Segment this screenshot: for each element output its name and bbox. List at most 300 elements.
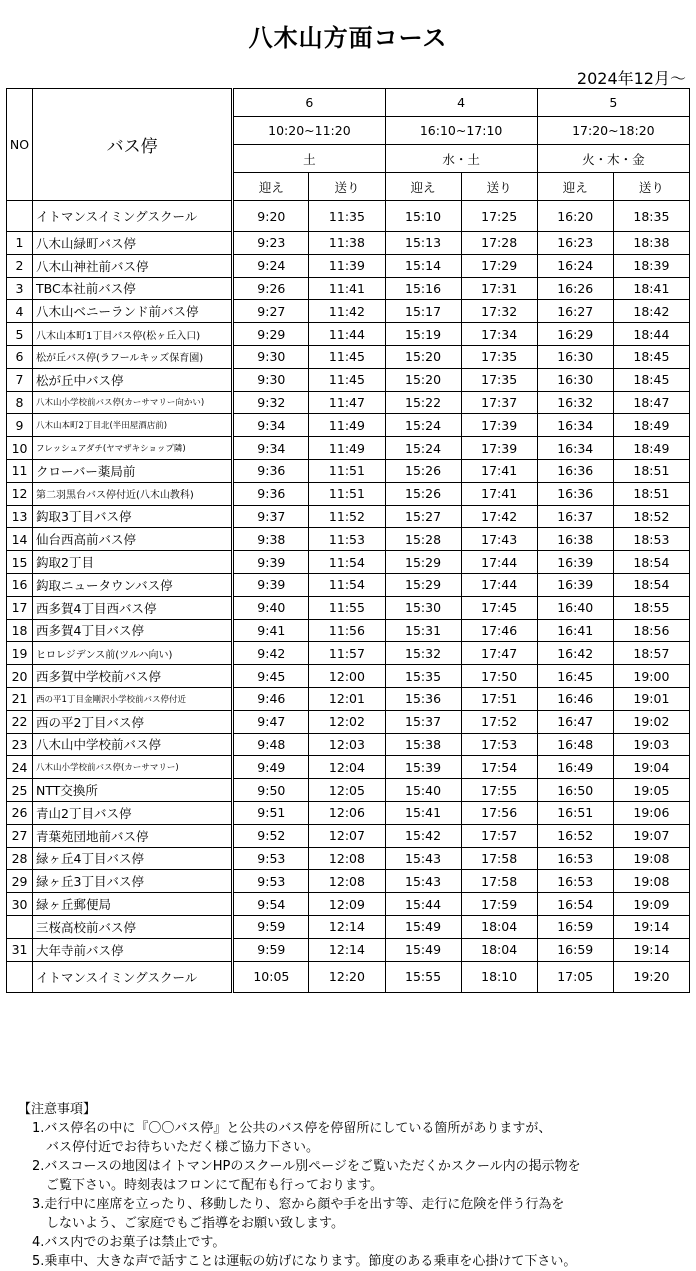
pickup-time: 16:39 [537,551,613,574]
dropoff-time: 17:46 [461,619,537,642]
dropoff-time: 18:45 [613,345,689,368]
pickup-time: 9:48 [233,733,309,756]
pickup-time: 9:36 [233,459,309,482]
pickup-time: 16:36 [537,459,613,482]
pickup-time: 9:20 [233,201,309,232]
table-row [7,733,690,756]
dropoff-time: 17:35 [461,368,537,391]
pickup-time: 9:29 [233,323,309,346]
pickup-time: 9:26 [233,277,309,300]
note-line: しないよう、ご家庭でもご指導をお願い致します。 [46,1216,344,1231]
pickup-time: 9:32 [233,391,309,414]
dropoff-time: 19:20 [613,961,689,992]
pickup-time: 16:48 [537,733,613,756]
stop-number: 6 [7,345,33,368]
pickup-time: 16:51 [537,801,613,824]
stop-name: 西の平2丁目バス停 [33,710,233,733]
stop-name: 緑ヶ丘郵便局 [33,893,233,916]
stop-number: 7 [7,368,33,391]
pickup-time: 15:32 [385,642,461,665]
dropoff-time: 11:57 [309,642,385,665]
pickup-time: 15:38 [385,733,461,756]
note-line: 2.バスコースの地図はイトマンHPのスクール別ページをご覧いただくかスクール内の掲示物を [32,1159,581,1174]
pickup-time: 16:52 [537,824,613,847]
dropoff-time: 12:04 [309,756,385,779]
stop-name: 西の平1丁目金剛沢小学校前バス停付近 [33,687,233,710]
pickup-time: 16:38 [537,528,613,551]
stop-name: ヒロレジデンス前(ツルハ向い) [33,642,233,665]
pickup-time: 15:44 [385,893,461,916]
dropoff-time: 12:06 [309,801,385,824]
stop-number: 5 [7,323,33,346]
stop-number: 8 [7,391,33,414]
table-row [7,756,690,779]
stop-name: 青葉苑団地前バス停 [33,824,233,847]
dropoff-time: 17:55 [461,779,537,802]
pickup-time: 9:30 [233,368,309,391]
dropoff-time: 17:42 [461,505,537,528]
pickup-time: 16:59 [537,915,613,938]
pickup-time: 16:47 [537,710,613,733]
dropoff-time: 11:44 [309,323,385,346]
stop-number: 31 [7,938,33,961]
dropoff-time: 11:45 [309,368,385,391]
table-row [7,201,690,232]
dropoff-time: 17:29 [461,254,537,277]
pickup-time: 9:59 [233,915,309,938]
dropoff-time: 18:51 [613,482,689,505]
pickup-time: 16:32 [537,391,613,414]
dropoff-time: 17:51 [461,687,537,710]
dropoff-time: 18:41 [613,277,689,300]
stop-number: 4 [7,300,33,323]
dropoff-time: 11:45 [309,345,385,368]
table-row [7,847,690,870]
pickup-time: 9:42 [233,642,309,665]
dropoff-time: 18:42 [613,300,689,323]
stop-name: 西多賀4丁目バス停 [33,619,233,642]
stop-number: 29 [7,870,33,893]
pickup-time: 9:53 [233,847,309,870]
dropoff-time: 17:53 [461,733,537,756]
pickup-time: 15:36 [385,687,461,710]
pickup-label: 迎え [385,173,461,201]
stop-name: 大年寺前バス停 [33,938,233,961]
pickup-time: 16:53 [537,847,613,870]
group-number: 4 [385,89,537,117]
pickup-time: 15:55 [385,961,461,992]
pickup-time: 16:42 [537,642,613,665]
stop-number: 10 [7,437,33,460]
pickup-time: 15:22 [385,391,461,414]
pickup-label: 迎え [233,173,309,201]
dropoff-time: 18:55 [613,596,689,619]
stop-number: 25 [7,779,33,802]
dropoff-time: 17:44 [461,573,537,596]
pickup-time: 16:46 [537,687,613,710]
dropoff-time: 17:34 [461,323,537,346]
dropoff-time: 17:35 [461,345,537,368]
pickup-time: 16:23 [537,232,613,255]
pickup-time: 9:38 [233,528,309,551]
stop-number: 30 [7,893,33,916]
pickup-time: 15:40 [385,779,461,802]
dropoff-time: 17:59 [461,893,537,916]
stop-number: 3 [7,277,33,300]
pickup-time: 16:37 [537,505,613,528]
pickup-time: 15:39 [385,756,461,779]
pickup-time: 9:23 [233,232,309,255]
pickup-time: 15:24 [385,414,461,437]
dropoff-time: 19:06 [613,801,689,824]
dropoff-time: 12:07 [309,824,385,847]
pickup-time: 16:49 [537,756,613,779]
table-row [7,323,690,346]
stop-name: イトマンスイミングスクール [33,201,233,232]
pickup-time: 15:29 [385,551,461,574]
pickup-time: 9:54 [233,893,309,916]
pickup-time: 9:41 [233,619,309,642]
pickup-time: 15:43 [385,847,461,870]
pickup-time: 9:52 [233,824,309,847]
pickup-time: 15:20 [385,345,461,368]
pickup-time: 15:20 [385,368,461,391]
pickup-time: 9:46 [233,687,309,710]
pickup-time: 17:05 [537,961,613,992]
header-stop: バス停 [33,89,233,201]
table-row [7,414,690,437]
stop-name: フレッシュアダチ(ヤマザキショップ隣) [33,437,233,460]
dropoff-time: 19:14 [613,938,689,961]
dropoff-time: 12:14 [309,915,385,938]
dropoff-time: 18:45 [613,368,689,391]
pickup-time: 15:14 [385,254,461,277]
dropoff-label: 送り [309,173,385,201]
table-row [7,687,690,710]
note-line: 1.バス停名の中に『〇〇バス停』と公共のバス停を停留所にしている箇所がありますが、 [32,1121,552,1136]
dropoff-time: 12:09 [309,893,385,916]
pickup-time: 9:34 [233,437,309,460]
pickup-time: 16:30 [537,368,613,391]
pickup-time: 10:05 [233,961,309,992]
dropoff-time: 17:56 [461,801,537,824]
pickup-time: 9:49 [233,756,309,779]
dropoff-time: 18:04 [461,915,537,938]
table-row [7,254,690,277]
stop-name: 仙台西高前バス停 [33,528,233,551]
pickup-time: 16:53 [537,870,613,893]
pickup-time: 15:13 [385,232,461,255]
dropoff-time: 11:52 [309,505,385,528]
stop-number: 20 [7,665,33,688]
stop-number: 15 [7,551,33,574]
dropoff-time: 11:38 [309,232,385,255]
pickup-time: 15:49 [385,938,461,961]
table-row [7,482,690,505]
pickup-time: 9:45 [233,665,309,688]
dropoff-time: 19:07 [613,824,689,847]
stop-name: 西多賀中学校前バス停 [33,665,233,688]
pickup-time: 16:27 [537,300,613,323]
stop-name: 八木山ベニーランド前バス停 [33,300,233,323]
pickup-time: 15:19 [385,323,461,346]
pickup-time: 15:41 [385,801,461,824]
pickup-time: 16:34 [537,414,613,437]
dropoff-time: 19:14 [613,915,689,938]
stop-number: 9 [7,414,33,437]
dropoff-time: 18:57 [613,642,689,665]
dropoff-time: 17:47 [461,642,537,665]
effective-date: 2024年12月～ [576,69,686,88]
pickup-time: 15:24 [385,437,461,460]
table-row [7,915,690,938]
dropoff-time: 18:56 [613,619,689,642]
pickup-time: 15:27 [385,505,461,528]
table-row [7,437,690,460]
note-line: 5.乗車中、大きな声で話すことは運転の妨げになります。節度のある乗車を心掛けて下さい。 [32,1254,577,1269]
dropoff-time: 11:54 [309,573,385,596]
dropoff-time: 12:20 [309,961,385,992]
dropoff-time: 11:51 [309,482,385,505]
pickup-time: 15:29 [385,573,461,596]
stop-number: 17 [7,596,33,619]
dropoff-label: 送り [613,173,689,201]
note-line: ご覧下さい。時刻表はフロンにて配布も行っております。 [46,1178,383,1193]
stop-number: 26 [7,801,33,824]
dropoff-time: 18:39 [613,254,689,277]
table-row [7,391,690,414]
dropoff-time: 11:53 [309,528,385,551]
table-row [7,665,690,688]
note-line: バス停付近でお待ちいただく様ご協力下さい。 [46,1140,320,1155]
dropoff-time: 11:41 [309,277,385,300]
pickup-time: 15:28 [385,528,461,551]
dropoff-time: 17:45 [461,596,537,619]
dropoff-time: 17:50 [461,665,537,688]
pickup-time: 9:50 [233,779,309,802]
dropoff-time: 11:42 [309,300,385,323]
stop-number: 24 [7,756,33,779]
stop-name: 緑ヶ丘4丁目バス停 [33,847,233,870]
table-row [7,232,690,255]
group-time: 17:20~18:20 [537,117,689,145]
stop-name: 三桜高校前バス停 [33,915,233,938]
table-row [7,505,690,528]
stop-number [7,201,33,232]
stop-name: 鈎取ニュータウンバス停 [33,573,233,596]
dropoff-time: 18:44 [613,323,689,346]
table-row [7,824,690,847]
dropoff-time: 17:41 [461,459,537,482]
dropoff-time: 18:35 [613,201,689,232]
stop-number: 28 [7,847,33,870]
dropoff-time: 19:08 [613,870,689,893]
pickup-time: 9:47 [233,710,309,733]
dropoff-time: 11:51 [309,459,385,482]
stop-number: 23 [7,733,33,756]
stop-name: TBC本社前バス停 [33,277,233,300]
pickup-time: 15:16 [385,277,461,300]
dropoff-time: 12:01 [309,687,385,710]
stop-number: 2 [7,254,33,277]
table-row [7,961,690,992]
dropoff-time: 12:08 [309,847,385,870]
dropoff-time: 12:00 [309,665,385,688]
stop-name: 鈎取2丁目 [33,551,233,574]
notes-heading: 【注意事項】 [18,1102,97,1117]
dropoff-time: 11:35 [309,201,385,232]
pickup-time: 16:29 [537,323,613,346]
header-no: NO [7,89,33,201]
dropoff-time: 17:54 [461,756,537,779]
table-row [7,801,690,824]
dropoff-time: 17:31 [461,277,537,300]
table-row [7,619,690,642]
dropoff-time: 18:52 [613,505,689,528]
dropoff-time: 17:41 [461,482,537,505]
dropoff-time: 18:49 [613,437,689,460]
pickup-time: 16:30 [537,345,613,368]
table-row [7,277,690,300]
pickup-time: 16:24 [537,254,613,277]
pickup-time: 9:53 [233,870,309,893]
pickup-time: 9:51 [233,801,309,824]
dropoff-time: 19:02 [613,710,689,733]
stop-number: 12 [7,482,33,505]
group-time: 10:20~11:20 [233,117,385,145]
dropoff-time: 17:39 [461,414,537,437]
dropoff-time: 19:09 [613,893,689,916]
stop-name: イトマンスイミングスクール [33,961,233,992]
pickup-time: 16:26 [537,277,613,300]
pickup-time: 15:17 [385,300,461,323]
stop-name: 松が丘バス停(ラフールキッズ保育園) [33,345,233,368]
stop-number [7,961,33,992]
pickup-time: 16:54 [537,893,613,916]
group-days: 火・木・金 [537,145,689,173]
stop-name: 八木山小学校前バス停(カーサマリー向かい) [33,391,233,414]
dropoff-time: 17:44 [461,551,537,574]
stop-name: 八木山小学校前バス停(カーサマリー) [33,756,233,779]
pickup-time: 15:31 [385,619,461,642]
stop-name: 八木山本町1丁目バス停(松ヶ丘入口) [33,323,233,346]
table-row [7,779,690,802]
stop-number [7,915,33,938]
dropoff-time: 17:25 [461,201,537,232]
dropoff-time: 12:03 [309,733,385,756]
stop-name: 西多賀4丁目西バス停 [33,596,233,619]
table-row [7,893,690,916]
dropoff-time: 11:49 [309,414,385,437]
pickup-time: 15:30 [385,596,461,619]
dropoff-time: 17:58 [461,870,537,893]
pickup-time: 9:30 [233,345,309,368]
stop-name: 松が丘中バス停 [33,368,233,391]
dropoff-time: 17:43 [461,528,537,551]
pickup-label: 迎え [537,173,613,201]
group-number: 6 [233,89,385,117]
dropoff-time: 17:52 [461,710,537,733]
dropoff-time: 19:08 [613,847,689,870]
pickup-time: 9:39 [233,551,309,574]
dropoff-time: 11:49 [309,437,385,460]
pickup-time: 15:10 [385,201,461,232]
stop-number: 18 [7,619,33,642]
dropoff-time: 18:54 [613,551,689,574]
pickup-time: 15:42 [385,824,461,847]
dropoff-time: 19:04 [613,756,689,779]
note-line: 3.走行中に座席を立ったり、移動したり、窓から顔や手を出す等、走行に危険を伴う行為を [32,1197,565,1212]
dropoff-time: 11:56 [309,619,385,642]
pickup-time: 16:39 [537,573,613,596]
pickup-time: 16:45 [537,665,613,688]
dropoff-time: 17:57 [461,824,537,847]
group-number: 5 [537,89,689,117]
pickup-time: 9:34 [233,414,309,437]
pickup-time: 9:37 [233,505,309,528]
table-row [7,551,690,574]
pickup-time: 9:36 [233,482,309,505]
pickup-time: 15:37 [385,710,461,733]
stop-number: 16 [7,573,33,596]
pickup-time: 16:40 [537,596,613,619]
note-line: 4.バス内でのお菓子は禁止です。 [32,1235,226,1250]
stop-number: 21 [7,687,33,710]
pickup-time: 9:59 [233,938,309,961]
timetable [6,88,690,993]
table-row [7,528,690,551]
stop-name: 八木山中学校前バス停 [33,733,233,756]
dropoff-time: 12:02 [309,710,385,733]
stop-number: 13 [7,505,33,528]
dropoff-time: 17:28 [461,232,537,255]
page-title: 八木山方面コース [248,24,448,52]
dropoff-time: 17:39 [461,437,537,460]
stop-name: 八木山神社前バス停 [33,254,233,277]
pickup-time: 15:26 [385,459,461,482]
stop-name: 青山2丁目バス停 [33,801,233,824]
stop-number: 27 [7,824,33,847]
dropoff-time: 18:47 [613,391,689,414]
pickup-time: 16:41 [537,619,613,642]
dropoff-time: 18:53 [613,528,689,551]
dropoff-time: 12:08 [309,870,385,893]
dropoff-time: 19:05 [613,779,689,802]
dropoff-label: 送り [461,173,537,201]
pickup-time: 16:20 [537,201,613,232]
stop-name: NTT交換所 [33,779,233,802]
group-days: 土 [233,145,385,173]
table-row [7,345,690,368]
stop-name: 鈎取3丁目バス停 [33,505,233,528]
table-row [7,642,690,665]
pickup-time: 9:40 [233,596,309,619]
dropoff-time: 18:51 [613,459,689,482]
dropoff-time: 17:58 [461,847,537,870]
stop-number: 19 [7,642,33,665]
stop-number: 22 [7,710,33,733]
pickup-time: 16:36 [537,482,613,505]
table-row [7,596,690,619]
dropoff-time: 19:01 [613,687,689,710]
dropoff-time: 18:04 [461,938,537,961]
table-row [7,870,690,893]
dropoff-time: 18:54 [613,573,689,596]
stop-name: 八木山緑町バス停 [33,232,233,255]
table-row [7,459,690,482]
dropoff-time: 11:39 [309,254,385,277]
group-days: 水・土 [385,145,537,173]
